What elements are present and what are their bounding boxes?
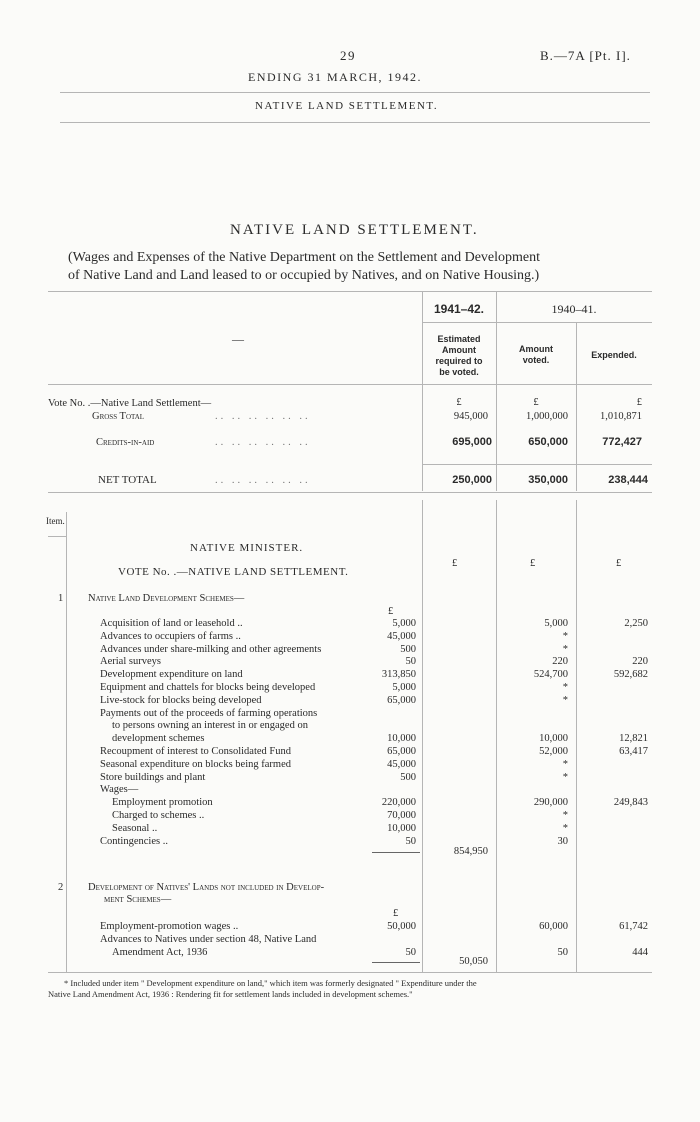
line-item-subtotal: 220,000 [381,797,416,809]
line-item-voted: 52,000 [539,746,568,757]
line-item-voted: 60,000 [539,921,568,932]
line-item-voted: * [562,758,568,770]
vote-line: VOTE No. .—NATIVE LAND SETTLEMENT. [118,566,349,578]
gross-voted: 1,000,000 [526,411,568,422]
line-item-label: Store buildings and plant [100,771,206,783]
line-item-label: Wages— [100,784,139,796]
line-item-label: Equipment and chattels for blocks being developed [100,682,316,693]
line-item-expended: 63,417 [619,746,648,757]
currency-voted: £ [533,397,539,408]
minister-heading: NATIVE MINISTER. [190,542,304,554]
year-1940-heading: 1940–41. [551,302,597,316]
subtitle-line-1: (Wages and Expenses of the Native Department on the Settlement and Development [68,250,541,265]
item-2-currency: £ [393,908,399,919]
line-item-voted: * [562,810,568,821]
credits-exp: 772,427 [602,436,642,448]
gross-exp: 1,010,871 [600,411,642,422]
line-item-label: development schemes [112,733,205,745]
line-item-label: to persons owning an interest in or engaged on [112,720,308,732]
footnote-line-2: Native Land Amendment Act, 1936 : Rendering fit for settlement lands included in development schemes." [48,989,413,999]
ending-date-line: ENDING 31 MARCH, 1942. [248,70,422,84]
page-number: 29 [340,48,356,63]
item-column-heading: Item. [46,516,65,526]
item-1-heading: Native Land Development Schemes— [88,593,245,604]
net-total-label: NET TOTAL [98,474,157,486]
line-item-subtotal: 50,000 [387,921,416,932]
expended-column-heading: Expended. [591,350,637,360]
line-item-label: Advances to occupiers of farms .. [100,630,241,642]
line-item-voted: * [562,771,568,783]
line-item-subtotal: 5,000 [392,682,416,693]
line-item-subtotal: 50 [405,946,416,958]
item-2-heading-line-2: ment Schemes— [104,894,172,905]
line-item-subtotal: 45,000 [387,758,416,770]
line-item-label: Contingencies .. [100,835,168,847]
line-item-voted: 290,000 [533,797,568,809]
currency-detail-exp: £ [616,558,622,569]
line-item-subtotal: 10,000 [387,822,416,834]
line-item-voted: * [562,694,568,706]
document-code: B.—7A [Pt. I]. [540,48,631,63]
voted-column-heading: Amount voted. [519,344,553,365]
item-2-heading-line-1: Development of Natives' Lands not included in Develop- [88,882,325,893]
item-1-number: 1 [58,593,64,604]
header-rule-2 [60,122,650,123]
currency-detail-voted: £ [530,558,536,569]
line-item-subtotal: 65,000 [387,694,416,706]
line-item-voted: * [562,630,568,642]
item-1-currency: £ [388,606,394,617]
line-item-label: Employment-promotion wages .. [100,921,239,932]
line-item-label: Seasonal expenditure on blocks being farmed [100,758,291,770]
line-item-subtotal: 10,000 [387,733,416,745]
year-1941-heading: 1941–42. [433,302,485,316]
line-item-subtotal: 313,850 [381,669,416,681]
line-item-subtotal: 45,000 [387,630,416,642]
gross-est: 945,000 [453,411,488,422]
net-est: 250,000 [452,474,492,486]
line-item-voted: 10,000 [539,733,568,745]
line-item-label: Acquisition of land or leasehold .. [100,618,243,629]
currency-detail-est: £ [452,558,458,569]
line-item-subtotal: 500 [400,771,416,783]
header-rule [60,92,650,93]
line-item-label: Recoupment of interest to Consolidated Fund [100,746,292,757]
line-item-voted: * [562,822,568,834]
currency-exp: £ [636,397,642,408]
subtitle-line-2: of Native Land and Land leased to or occupied by Natives, and on Native Housing.) [68,268,540,283]
line-item-voted: 524,700 [533,669,568,681]
line-item-voted: 5,000 [544,618,568,629]
item-1-total: 854,950 [453,846,488,857]
line-item-voted: * [562,643,568,655]
credits-label: Credits-in-aid [96,437,155,448]
line-item-expended: 249,843 [613,797,648,809]
line-item-subtotal: 5,000 [392,618,416,629]
line-item-voted: 220 [552,656,568,668]
line-item-expended: 592,682 [613,669,648,681]
line-item-label: Advances under share-milking and other agreements [100,643,322,655]
line-item-label: Development expenditure on land [100,669,243,681]
line-item-voted: 50 [557,946,568,958]
line-item-voted: 30 [557,835,568,847]
line-item-subtotal: 50 [405,656,416,668]
page-title: NATIVE LAND SETTLEMENT. [230,222,479,238]
section-line: NATIVE LAND SETTLEMENT. [255,100,439,112]
line-item-label: Payments out of the proceeds of farming operations [100,707,318,719]
line-item-subtotal: 50 [405,835,416,847]
line-item-voted: * [562,682,568,693]
credits-est: 695,000 [452,436,492,448]
line-item-expended: 220 [632,656,648,668]
line-item-subtotal: 65,000 [387,746,416,757]
gross-total-label: Gross Total [92,411,145,422]
line-item-subtotal: 500 [400,643,416,655]
line-item-expended: 2,250 [624,618,648,629]
net-exp: 238,444 [608,474,648,486]
footnote-line-1: * Included under item " Development expenditure on land," which item was formerly designated " Expenditure under the [64,978,477,988]
currency-est: £ [456,397,462,408]
line-item-label: Aerial surveys [100,656,161,668]
line-item-label: Seasonal .. [112,822,158,834]
item-2-total: 50,050 [459,956,488,967]
line-item-label: Advances to Natives under section 48, Native Land [100,933,317,945]
line-item-label: Employment promotion [112,797,213,809]
estimated-column-heading: Estimated Amount required to be voted. [435,334,483,377]
line-item-label: Amendment Act, 1936 [112,946,208,958]
item-2-number: 2 [58,882,64,893]
line-item-label: Live-stock for blocks being developed [100,694,262,706]
vote-label: Vote No. .—Native Land Settlement— [48,398,212,409]
net-voted: 350,000 [528,474,568,486]
line-item-subtotal: 70,000 [387,810,416,821]
credits-voted: 650,000 [528,436,568,448]
line-item-label: Charged to schemes .. [112,810,205,821]
line-item-expended: 444 [632,946,648,958]
line-item-expended: 61,742 [619,921,648,932]
line-item-expended: 12,821 [619,733,648,745]
blank-column-dash: — [232,332,244,346]
